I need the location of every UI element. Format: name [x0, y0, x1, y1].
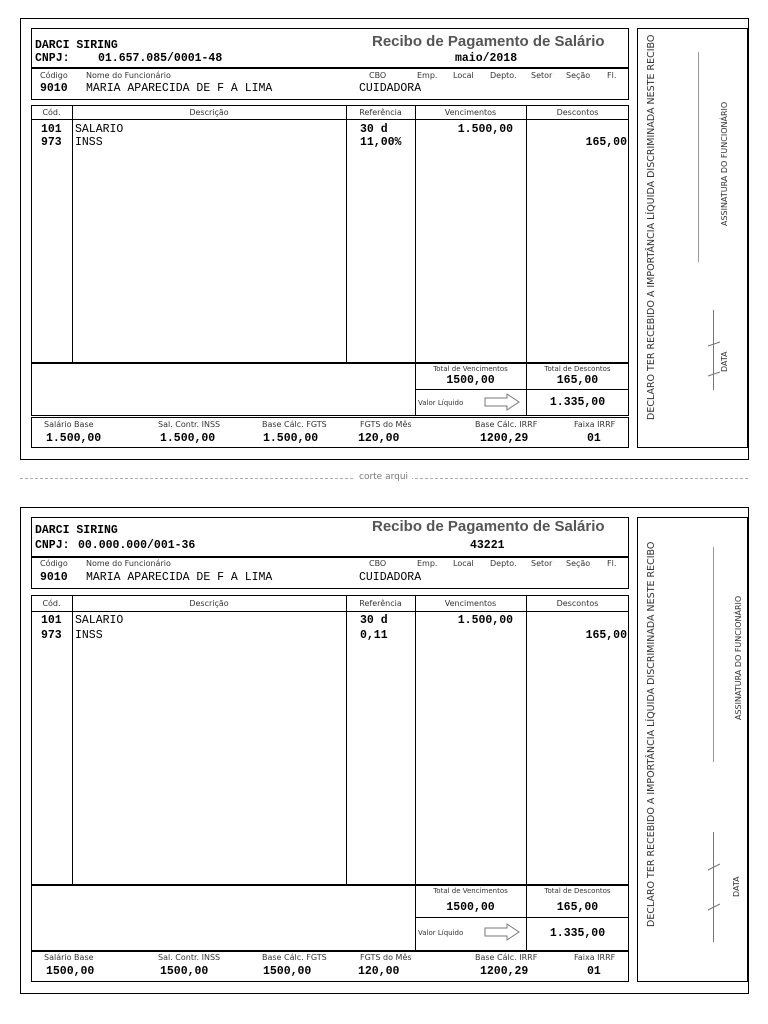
row-cod: 973	[41, 136, 62, 149]
label-faixa-irrf: Faixa IRRF	[574, 420, 616, 429]
label-secao: Seção	[566, 559, 591, 568]
row-ref: 11,00%	[360, 136, 402, 149]
cnpj-label: CNPJ:	[35, 539, 70, 552]
date-label: DATA	[720, 351, 729, 372]
salario-base: 1.500,00	[46, 432, 102, 445]
row-cod: 973	[41, 629, 62, 642]
sal-contr-inss: 1.500,00	[160, 432, 216, 445]
base-fgts: 1500,00	[263, 965, 312, 978]
cut-label: corte arqui	[355, 472, 412, 482]
receipt-2	[20, 507, 750, 994]
label-fl: Fl.	[607, 71, 617, 80]
period: maio/2018	[455, 52, 518, 65]
row-ref: 30 d	[360, 123, 388, 136]
label-secao: Seção	[566, 71, 591, 80]
arrow-right-icon	[484, 923, 520, 941]
col-descricao: Descrição	[189, 599, 229, 608]
declaration-text: DECLARO TER RECEBIDO A IMPORTÂNCIA LÍQUIDA DISCRIMINADA NESTE RECIBO	[646, 541, 657, 927]
row-descv: 165,00	[585, 629, 627, 642]
label-fl: Fl.	[607, 559, 617, 568]
total-vencimentos: 1500,00	[446, 901, 495, 914]
label-total-desc: Total de Descontos	[544, 887, 611, 895]
label-codigo: Código	[40, 559, 68, 568]
row-venc: 1.500,00	[457, 614, 513, 627]
employee-cbo: CUIDADORA	[359, 571, 422, 584]
label-codigo: Código	[40, 71, 68, 80]
label-local: Local	[453, 559, 474, 568]
label-salario-base: Salário Base	[44, 953, 94, 962]
label-fgts-mes: FGTS do Mês	[360, 420, 412, 429]
row-ref: 30 d	[360, 614, 388, 627]
label-emp: Emp.	[417, 71, 438, 80]
row-desc: SALARIO	[75, 614, 124, 627]
fgts-mes: 120,00	[358, 965, 400, 978]
row-cod: 101	[41, 614, 62, 627]
label-depto: Depto.	[490, 559, 517, 568]
employee-code: 9010	[40, 571, 68, 584]
bases-box	[31, 951, 629, 982]
date-label: DATA	[732, 876, 741, 897]
label-setor: Setor	[531, 559, 553, 568]
receipt-1	[20, 18, 750, 460]
label-salario-base: Salário Base	[44, 420, 94, 429]
base-irrf: 1200,29	[480, 965, 529, 978]
employer-name: DARCI SIRING	[35, 524, 118, 537]
period: 43221	[470, 539, 505, 552]
col-vencimentos: Vencimentos	[444, 599, 497, 608]
col-referencia: Referência	[359, 599, 402, 608]
salario-base: 1500,00	[46, 965, 95, 978]
employee-code: 9010	[40, 82, 68, 95]
base-fgts: 1.500,00	[263, 432, 319, 445]
label-base-irrf: Base Cálc. IRRF	[475, 953, 538, 962]
employee-cbo: CUIDADORA	[359, 82, 422, 95]
row-desc: SALARIO	[75, 123, 124, 136]
cnpj-label: CNPJ:	[35, 52, 70, 65]
total-descontos: 165,00	[556, 901, 599, 914]
label-cbo: CBO	[369, 71, 387, 80]
col-cod: Cód.	[42, 108, 61, 117]
total-vencimentos: 1500,00	[446, 374, 495, 387]
label-base-irrf: Base Cálc. IRRF	[475, 420, 538, 429]
row-desc: INSS	[75, 136, 103, 149]
label-local: Local	[453, 71, 474, 80]
col-descontos: Descontos	[556, 599, 599, 608]
faixa-irrf: 01	[587, 432, 601, 445]
declaration-text: DECLARO TER RECEBIDO A IMPORTÂNCIA LÍQUIDA DISCRIMINADA NESTE RECIBO	[646, 34, 657, 420]
label-total-venc: Total de Vencimentos	[433, 887, 508, 895]
fgts-mes: 120,00	[358, 432, 400, 445]
label-cbo: CBO	[369, 559, 387, 568]
label-faixa-irrf: Faixa IRRF	[574, 953, 616, 962]
label-total-venc: Total de Vencimentos	[433, 365, 508, 373]
employer-name: DARCI SIRING	[35, 39, 118, 52]
employee-name: MARIA APARECIDA DE F A LIMA	[86, 82, 273, 95]
employee-name: MARIA APARECIDA DE F A LIMA	[86, 571, 273, 584]
total-descontos: 165,00	[556, 374, 599, 387]
col-referencia: Referência	[359, 108, 402, 117]
col-vencimentos: Vencimentos	[444, 108, 497, 117]
valor-liquido: 1.335,00	[549, 927, 606, 940]
valor-liquido: 1.335,00	[549, 396, 606, 409]
signature-label: ASSINATURA DO FUNCIONÁRIO	[734, 595, 743, 720]
row-descv: 165,00	[585, 136, 627, 149]
label-nome: Nome do Funcionário	[86, 559, 171, 568]
bases-box	[31, 417, 629, 448]
row-cod: 101	[41, 123, 62, 136]
label-base-fgts: Base Cálc. FGTS	[262, 953, 327, 962]
cnpj-value: 01.657.085/0001-48	[98, 52, 223, 65]
col-cod: Cód.	[42, 599, 61, 608]
label-setor: Setor	[531, 71, 553, 80]
label-emp: Emp.	[417, 559, 438, 568]
page-title: Recibo de Pagamento de Salário	[372, 33, 605, 50]
base-irrf: 1200,29	[480, 432, 529, 445]
label-base-fgts: Base Cálc. FGTS	[262, 420, 327, 429]
page-title: Recibo de Pagamento de Salário	[372, 518, 605, 535]
signature-label: ASSINATURA DO FUNCIONÁRIO	[720, 101, 729, 226]
col-descricao: Descrição	[189, 108, 229, 117]
arrow-right-icon	[484, 393, 520, 411]
label-fgts-mes: FGTS do Mês	[360, 953, 412, 962]
col-descontos: Descontos	[556, 108, 599, 117]
label-valor-liquido: Valor Líquido	[418, 399, 464, 407]
label-sal-contr-inss: Sal. Contr. INSS	[158, 953, 221, 962]
row-venc: 1.500,00	[457, 123, 513, 136]
label-valor-liquido: Valor Líquido	[418, 929, 464, 937]
label-total-desc: Total de Descontos	[544, 365, 611, 373]
row-desc: INSS	[75, 629, 103, 642]
date-slashes	[704, 852, 724, 932]
row-ref: 0,11	[360, 629, 388, 642]
label-depto: Depto.	[490, 71, 517, 80]
sal-contr-inss: 1500,00	[160, 965, 209, 978]
faixa-irrf: 01	[587, 965, 601, 978]
label-sal-contr-inss: Sal. Contr. INSS	[158, 420, 221, 429]
cnpj-value: 00.000.000/001-36	[78, 539, 196, 552]
label-nome: Nome do Funcionário	[86, 71, 171, 80]
